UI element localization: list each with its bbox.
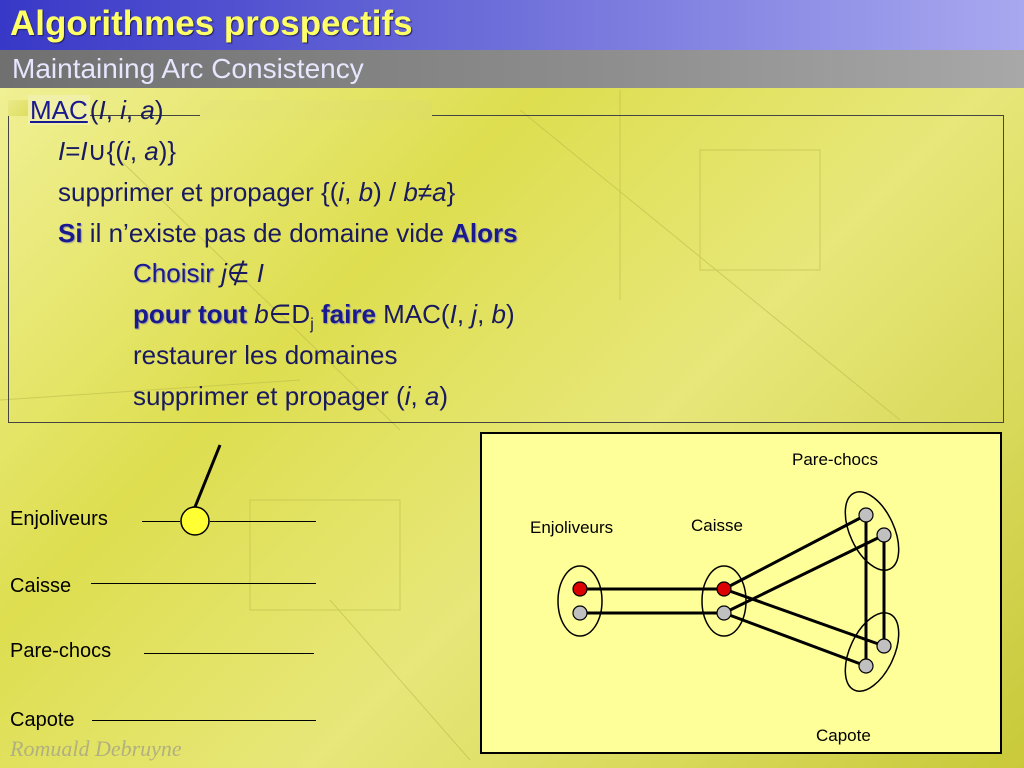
text: il n’existe pas de domaine vide bbox=[82, 218, 452, 248]
sep: , bbox=[129, 136, 145, 166]
var-j: j bbox=[471, 299, 478, 329]
graph-label-pare-chocs: Pare-chocs bbox=[792, 450, 878, 469]
text: supprimer et propager {( bbox=[58, 177, 339, 207]
value-node bbox=[717, 606, 731, 620]
algo-line-2 bbox=[58, 136, 176, 167]
var-i: i bbox=[338, 177, 345, 207]
text: MAC( bbox=[375, 299, 450, 329]
algo-line-5 bbox=[133, 258, 264, 289]
keyword-choisir: Choisir bbox=[133, 258, 214, 288]
text: supprimer et propager ( bbox=[133, 381, 405, 411]
algo-line-4 bbox=[58, 218, 518, 249]
text: restaurer les domaines bbox=[133, 340, 398, 370]
subtitle-bar bbox=[0, 50, 1024, 88]
edge bbox=[724, 613, 866, 666]
var-b: b bbox=[247, 299, 269, 329]
sep: , bbox=[477, 299, 492, 329]
tree-line bbox=[210, 521, 316, 522]
var-a: a bbox=[424, 381, 440, 411]
algo-line-8 bbox=[133, 381, 448, 412]
var-j: j bbox=[213, 258, 227, 288]
subscript-j: j bbox=[310, 316, 314, 333]
tree-label-enjoliveurs: Enjoliveurs bbox=[10, 508, 108, 530]
value-node bbox=[859, 659, 873, 673]
edge bbox=[724, 589, 884, 646]
tree-line bbox=[91, 583, 316, 584]
close: } bbox=[446, 177, 456, 207]
paren-close: ) bbox=[154, 95, 164, 125]
value-node-selected bbox=[717, 582, 731, 596]
constraint-graph-panel bbox=[480, 432, 1002, 754]
domain-pare-chocs bbox=[834, 484, 909, 579]
value-node bbox=[573, 606, 587, 620]
text: ) / bbox=[373, 177, 404, 207]
var-a: a bbox=[432, 177, 447, 207]
var-i: i bbox=[124, 136, 130, 166]
value-node bbox=[877, 528, 891, 542]
var-i: i bbox=[120, 95, 126, 125]
algo-line-7 bbox=[133, 340, 397, 371]
notin: ∉ bbox=[226, 258, 250, 288]
tree-line bbox=[92, 720, 316, 721]
domain-capote bbox=[834, 605, 909, 700]
graph-label-capote: Capote bbox=[816, 726, 871, 745]
tree-label-capote: Capote bbox=[10, 709, 75, 731]
keyword-pour-tout: pour tout bbox=[133, 299, 248, 329]
sep: , bbox=[344, 177, 359, 207]
value-node bbox=[877, 639, 891, 653]
var-a: a bbox=[140, 95, 155, 125]
graph-label-caisse: Caisse bbox=[691, 516, 743, 535]
value-node-selected bbox=[573, 582, 587, 596]
paren-open: ( bbox=[89, 95, 99, 125]
algo-header bbox=[28, 95, 164, 126]
slide-title: Algorithmes prospectifs bbox=[10, 4, 413, 43]
close: ) bbox=[505, 299, 515, 329]
mac-link[interactable]: MAC bbox=[30, 95, 88, 125]
title-bar bbox=[0, 0, 1024, 50]
tree-line bbox=[142, 521, 180, 522]
box-corner-gap bbox=[8, 100, 28, 116]
close: )} bbox=[158, 136, 177, 166]
constraint-graph bbox=[482, 434, 1000, 752]
sep: , bbox=[125, 95, 141, 125]
tree-node bbox=[181, 507, 209, 535]
sep: , bbox=[410, 381, 425, 411]
var-I: I bbox=[80, 136, 88, 166]
tree-branch bbox=[195, 445, 220, 507]
in: ∈ bbox=[268, 299, 292, 329]
union: ∪{( bbox=[87, 136, 125, 166]
neq: ≠ bbox=[417, 177, 433, 207]
algo-line-3 bbox=[58, 177, 455, 208]
var-b: b bbox=[491, 299, 506, 329]
value-node bbox=[859, 508, 873, 522]
graph-label-enjoliveurs: Enjoliveurs bbox=[530, 518, 614, 537]
author-watermark: Romuald Debruyne bbox=[10, 736, 182, 761]
tree-label-pare-chocs: Pare-chocs bbox=[10, 640, 112, 662]
var-a: a bbox=[144, 136, 159, 166]
var-b: b bbox=[358, 177, 374, 207]
keyword-alors: Alors bbox=[451, 218, 518, 248]
domain-enjoliveurs bbox=[558, 566, 602, 636]
sep: , bbox=[105, 95, 121, 125]
slide-subtitle: Maintaining Arc Consistency bbox=[12, 53, 364, 84]
var-I: I bbox=[449, 299, 457, 329]
keyword-faire: faire bbox=[313, 299, 376, 329]
equals: = bbox=[65, 136, 81, 166]
algo-line-6 bbox=[133, 299, 515, 334]
tree-label-caisse: Caisse bbox=[10, 575, 72, 597]
var-I: I bbox=[249, 258, 265, 288]
keyword-si: Si bbox=[58, 218, 83, 248]
domain-D: D bbox=[291, 299, 311, 329]
tree-line bbox=[144, 653, 314, 654]
sep: , bbox=[456, 299, 472, 329]
domain-caisse bbox=[702, 566, 746, 636]
var-I: I bbox=[58, 136, 66, 166]
box-top-gap bbox=[200, 100, 432, 120]
var-i: i bbox=[404, 381, 411, 411]
var-b: b bbox=[403, 177, 418, 207]
close: ) bbox=[439, 381, 449, 411]
var-I: I bbox=[98, 95, 106, 125]
